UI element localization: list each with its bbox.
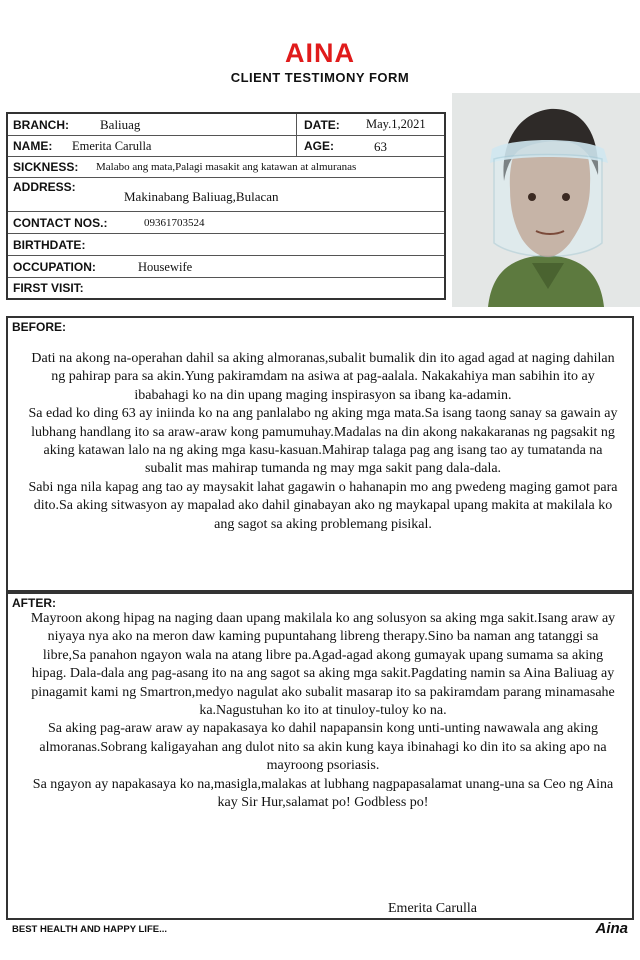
name-value: Emerita Carulla [72, 139, 152, 153]
after-text [28, 610, 618, 812]
form-title: CLIENT TESTIMONY FORM [230, 70, 410, 85]
address-value: Makinabang Baliuag,Bulacan [124, 189, 279, 204]
before-paragraph: Sa edad ko ding 63 ay iniinda ko na ang panlalabo ng aking mga mata.Sa isang taong sanay sa gawain ay lubhang handlang ito sa araw-araw kong pamumuhay.Madalas na din akong nakakaranas ng pagsakit ng aking katawan lalo na ng aking mga kasu-kasuan.Mahirap talaga pag ang isang tao ay tumatanda na subalit mas mahirap tumanda ng may mga sakit pang dala-dala. [28, 406, 618, 477]
footer-tagline: BEST HEALTH AND HAPPY LIFE... [12, 924, 168, 935]
after-section [6, 592, 634, 920]
client-portrait [452, 93, 640, 307]
before-section [6, 316, 634, 592]
row-contact [8, 212, 444, 234]
after-paragraph: Sa aking pag-araw araw ay napakasaya ko dahil napapansin kong unti-unting nawawala ang aking almoranas.Sobrang kaligayahan ang dulot nito sa akin kung kaya ibinahagi ko din ito sa aking apo na mayroong psoriasis. [39, 721, 607, 774]
client-photo [452, 93, 640, 307]
divider [296, 114, 297, 136]
row-birthdate [8, 234, 444, 256]
branch-label: BRANCH: [13, 118, 69, 132]
brand-logo: AINA [285, 38, 355, 68]
before-paragraph: Dati na akong na-operahan dahil sa aking almoranas,subalit bumalik din ito agad agad at naging dahilan ng pahirap para sa akin.Yung pakiramdam na asiwa at pag-aalala. Nakakahiya man sabihin ito ay ibabahagi ko na din upang maging inspirasyon sa ibang ka-adamin. [31, 351, 615, 403]
branch-value: Baliuag [100, 117, 141, 132]
row-sickness [8, 157, 444, 178]
after-label: AFTER: [12, 596, 56, 610]
divider [296, 136, 297, 157]
sickness-label: SICKNESS: [13, 160, 79, 174]
name-label: NAME: [13, 139, 53, 153]
contact-label: CONTACT NOS.: [13, 216, 108, 230]
before-paragraph: Sabi nga nila kapag ang tao ay maysakit lahat gagawin o hahanapin mo ang pwedeng maging gamot para dito.Sa aking sitwasyon ay mapalad ako dahil ginabayan ako ng maykapal upang makita at makilala ko ang sagot sa aking problemang pisikal. [28, 479, 618, 532]
age-value: 63 [374, 139, 387, 154]
row-branch-date [8, 114, 444, 136]
row-address [8, 178, 444, 212]
occupation-label: OCCUPATION: [13, 260, 96, 274]
row-occupation [8, 256, 444, 278]
after-paragraph: Sa ngayon ay napakasaya ko na,masigla,malakas at lubhang nagpapasalamat unang-una sa Ceo ng Aina kay Sir Hur,salamat po! Godbless po! [32, 776, 614, 811]
sickness-value: Malabo ang mata,Palagi masakit ang katawan at almuranas [96, 161, 357, 173]
footer-logo: Aina [595, 920, 628, 937]
signature: Emerita Carulla [388, 901, 478, 916]
occupation-value: Housewife [138, 260, 193, 274]
row-first-visit [8, 278, 444, 298]
before-text [28, 350, 618, 534]
date-label: DATE: [304, 118, 340, 132]
age-label: AGE: [304, 139, 334, 153]
after-paragraph: Mayroon akong hipag na naging daan upang makilala ko ang solusyon sa aking mga sakit.Isang araw ay niyaya nya ako na meron daw kaming pupuntahang libreng therapy.Sino ba naman ang tatanggi sa libre,Sa panahon ngayon wala na atang libre pa.Agad-agad akong gumayak upang sumama sa aking hipag. Dala-dala ang pag-asang ito na ang sagot sa aking mga sakit.Pagdating namin sa Aina Baliuag ay pinagamit kami ng Smartron,medyo nagulat ako subalit masarap ito sa pakiramdam parang minamasahe ka.Nagustuhan ko ito at tinuloy-tuloy ko na. [30, 611, 616, 719]
row-name-age [8, 136, 444, 157]
birthdate-label: BIRTHDATE: [13, 238, 86, 252]
address-label: ADDRESS: [13, 180, 76, 194]
date-value: May.1,2021 [366, 117, 426, 131]
client-info-table [6, 112, 446, 300]
contact-value: 09361703524 [144, 217, 205, 229]
first-visit-label: FIRST VISIT: [13, 281, 84, 295]
before-label: BEFORE: [12, 320, 66, 334]
